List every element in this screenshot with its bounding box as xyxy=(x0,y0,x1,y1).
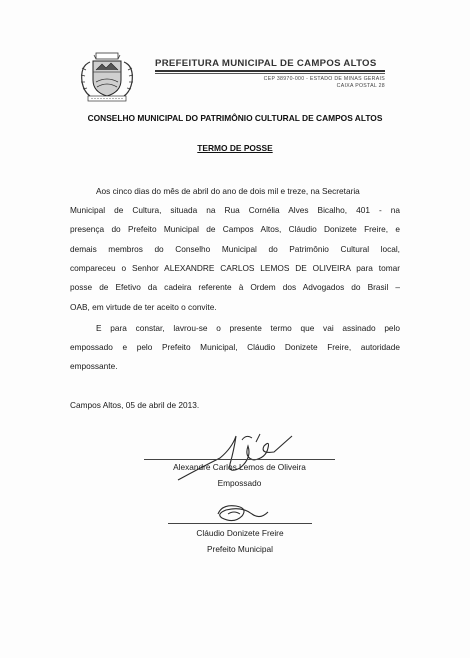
body-line: Municipal de Cultura, situada na Rua Cornélia Alves Bicalho, 401 - na xyxy=(70,205,400,215)
signatory-name: Cláudio Donizete Freire xyxy=(196,528,284,538)
letterhead-org-name: PREFEITURA MUNICIPAL DE CAMPOS ALTOS xyxy=(155,58,377,69)
letterhead-rule-thin xyxy=(155,73,385,74)
letterhead-address xyxy=(264,76,385,90)
signatory-role: Prefeito Municipal xyxy=(207,544,273,554)
coat-of-arms-icon xyxy=(72,52,142,104)
body-line: Aos cinco dias do mês de abril do ano de dois mil e treze, na Secretaria xyxy=(96,186,360,196)
body-line: compareceu o Senhor ALEXANDRE CARLOS LEMOS DE OLIVEIRA para tomar xyxy=(70,263,400,273)
body-line: empossante. xyxy=(70,361,118,371)
letterhead-rule xyxy=(155,70,385,72)
body-line: E para constar, lavrou-se o presente termo que vai assinado pelo xyxy=(96,323,400,333)
body-line: empossado e pelo Prefeito Municipal, Cláudio Donizete Freire, autoridade xyxy=(70,342,400,352)
signature-line xyxy=(144,459,335,460)
body-line: presença do Prefeito Municipal de Campos Altos, Cláudio Donizete Freire, e xyxy=(70,224,400,234)
letterhead-address-line: CEP 38970-000 - ESTADO DE MINAS GERAIS xyxy=(263,76,385,82)
letterhead-postal-box: CAIXA POSTAL 28 xyxy=(336,83,385,89)
signatory-name: Alexandre Carlos Lemos de Oliveira xyxy=(173,462,306,472)
signature-line xyxy=(168,523,312,524)
body-line: posse de Efetivo da cadeira referente à Ordem dos Advogados do Brasil – xyxy=(70,282,400,292)
document-title: TERMO DE POSSE xyxy=(197,143,273,153)
body-line: OAB, em virtude de ter aceito o convite. xyxy=(70,302,217,312)
body-line: demais membros do Conselho Municipal do Patrimônio Cultural local, xyxy=(70,244,400,254)
place-and-date: Campos Altos, 05 de abril de 2013. xyxy=(70,400,200,410)
council-heading: CONSELHO MUNICIPAL DO PATRIMÔNIO CULTURAL DE CAMPOS ALTOS xyxy=(87,113,383,123)
signatory-role: Empossado xyxy=(217,478,262,488)
